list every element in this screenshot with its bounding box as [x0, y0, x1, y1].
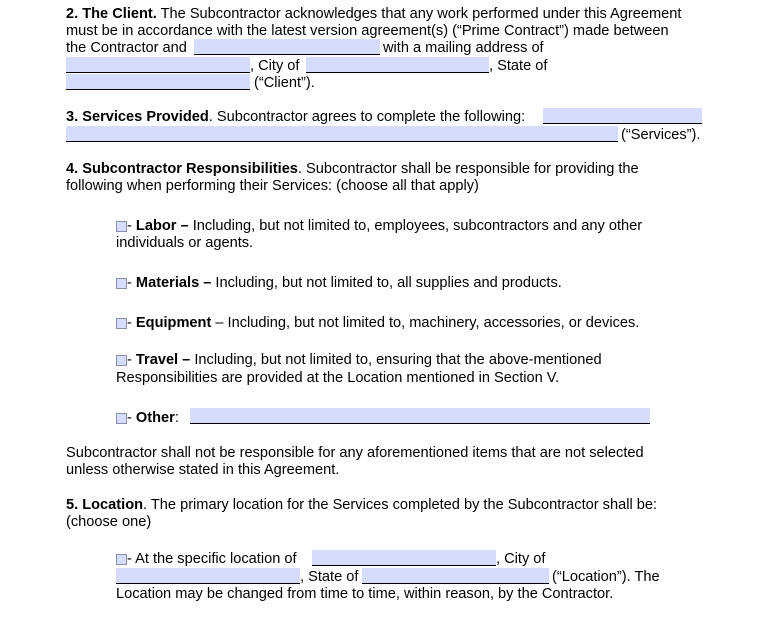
section-4-title: 4. Subcontractor Responsibilities	[66, 161, 298, 177]
equipment-option	[127, 315, 639, 332]
section-2-line-2: must be in accordance with the latest version agreement(s) (“Prime Contract”) made between	[66, 23, 669, 39]
client-name-field[interactable]	[194, 39, 380, 55]
specific-location-checkbox[interactable]	[116, 554, 127, 565]
section-3-title: 3. Services Provided	[66, 109, 209, 125]
location-city-label: , City of	[496, 551, 546, 567]
other-colon: :	[174, 410, 179, 426]
materials-text: Including, but not limited to, all supplies and products.	[211, 275, 562, 291]
travel-text: Including, but not limited to, ensuring that the above-mentioned	[190, 352, 602, 368]
section-2-line-3b: with a mailing address of	[383, 40, 544, 56]
labor-option	[127, 218, 642, 235]
section-2-city-label: , City of	[250, 58, 300, 74]
location-city-field[interactable]	[116, 568, 300, 584]
materials-checkbox[interactable]	[116, 278, 127, 289]
other-option	[127, 410, 179, 427]
section-4-footer-1: Subcontractor shall not be responsible for any aforementioned items that are not selected	[66, 445, 644, 461]
section-2-state-label: , State of	[489, 58, 548, 74]
section-2-text: The Subcontractor acknowledges that any work performed under this Agreement	[156, 6, 682, 22]
location-state-label: , State of	[300, 569, 359, 585]
equipment-checkbox[interactable]	[116, 318, 127, 329]
location-quote-label: (“Location”). The	[552, 569, 660, 585]
client-state-field[interactable]	[66, 74, 250, 90]
dash: -	[127, 315, 136, 331]
section-2-title: 2. The Client.	[66, 6, 157, 22]
section-2-line-3a: the Contractor and	[66, 40, 187, 56]
equipment-label: Equipment	[135, 315, 212, 331]
section-4-line-1	[66, 161, 639, 178]
equipment-text: – Including, but not limited to, machinery, accessories, or devices.	[211, 315, 640, 331]
labor-checkbox[interactable]	[116, 221, 127, 232]
location-field[interactable]	[312, 550, 496, 566]
section-2-line-1	[66, 6, 681, 23]
travel-option	[127, 352, 602, 369]
other-checkbox[interactable]	[116, 413, 127, 424]
services-field-1[interactable]	[543, 108, 702, 124]
location-state-field[interactable]	[362, 568, 549, 584]
services-label: (“Services”).	[621, 127, 701, 143]
other-field[interactable]	[190, 408, 650, 424]
section-2-client-label: (“Client”).	[254, 75, 315, 91]
section-4-footer-2: unless otherwise stated in this Agreement.	[66, 462, 340, 478]
travel-text-2: Responsibilities are provided at the Location mentioned in Section V.	[116, 370, 560, 386]
travel-checkbox[interactable]	[116, 355, 127, 366]
section-3-text: . Subcontractor agrees to complete the following:	[208, 109, 526, 125]
other-label: Other	[135, 410, 175, 426]
section-4-text: . Subcontractor shall be responsible for providing the	[297, 161, 639, 177]
dash: -	[127, 218, 136, 234]
materials-label: Materials –	[135, 275, 212, 291]
section-5-title: 5. Location	[66, 497, 144, 513]
labor-text: Including, but not limited to, employees, subcontractors and any other	[188, 218, 643, 234]
client-address-field[interactable]	[66, 57, 250, 73]
section-4-line-2: following when performing their Services: (choose all that apply)	[66, 178, 479, 194]
labor-text-2: individuals or agents.	[116, 235, 254, 251]
section-5-line-1	[66, 497, 657, 514]
section-5-line-2: (choose one)	[66, 514, 152, 530]
dash: -	[127, 352, 136, 368]
client-city-field[interactable]	[306, 57, 489, 73]
labor-label: Labor –	[135, 218, 189, 234]
travel-label: Travel –	[135, 352, 191, 368]
section-3-line-1	[66, 109, 525, 126]
section-5-text: . The primary location for the Services completed by the Subcontractor shall be:	[143, 497, 658, 513]
specific-location-label: - At the specific location of	[127, 551, 297, 567]
services-field-2[interactable]	[66, 126, 618, 142]
dash: -	[127, 410, 136, 426]
materials-option	[127, 275, 562, 292]
location-note: Location may be changed from time to time, within reason, by the Contractor.	[116, 586, 614, 602]
dash: -	[127, 275, 136, 291]
